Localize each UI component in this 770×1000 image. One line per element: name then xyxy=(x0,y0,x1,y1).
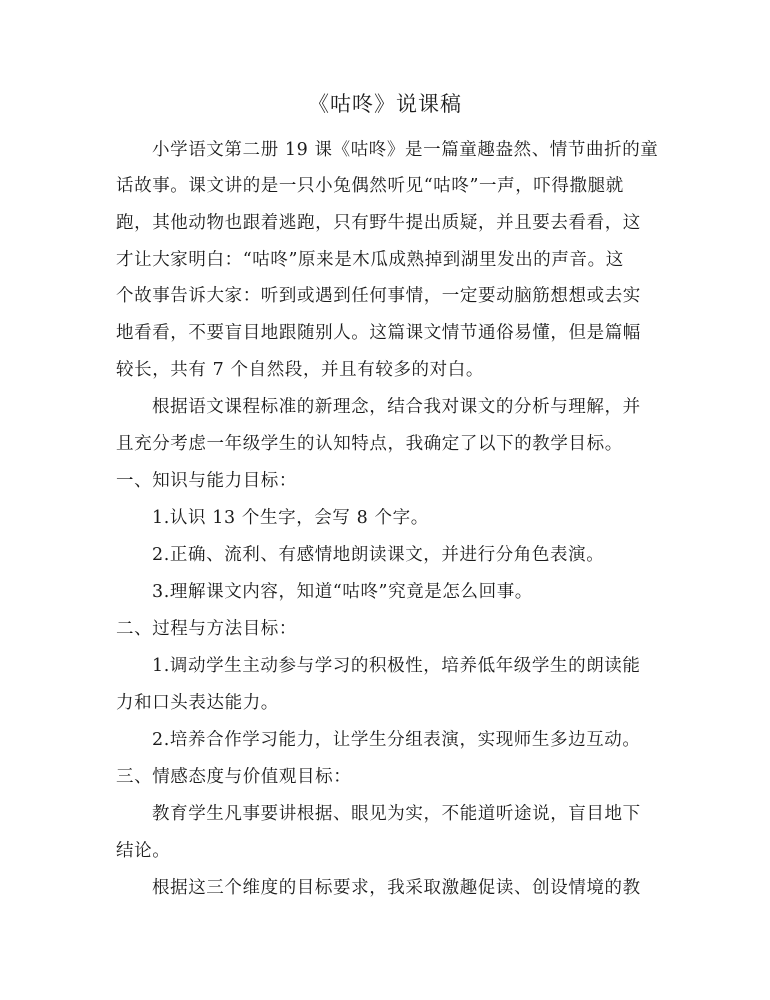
section-heading: 三、情感态度与价值观目标： xyxy=(116,767,352,787)
paragraph-line: 且充分考虑一年级学生的认知特点，我确定了以下的教学目标。 xyxy=(116,434,623,454)
section-heading: 一、知识与能力目标： xyxy=(116,471,297,491)
paragraph-line: 教育学生凡事要讲根据、眼见为实，不能道听途说，盲目地下 xyxy=(152,804,641,824)
list-item: 2.培养合作学习能力，让学生分组表演，实现师生多边互动。 xyxy=(152,730,641,750)
paragraph-line: 地看看，不要盲目地跟随别人。这篇课文情节通俗易懂，但是篇幅 xyxy=(116,323,641,343)
list-item: 1.调动学生主动参与学习的积极性，培养低年级学生的朗读能 xyxy=(152,656,641,676)
list-item: 3.理解课文内容，知道“咕咚”究竟是怎么回事。 xyxy=(152,582,533,602)
page-title: 《咕咚》说课稿 xyxy=(308,92,462,116)
paragraph-line: 个故事告诉大家：听到或遇到任何事情，一定要动脑筋想想或去实 xyxy=(116,286,641,306)
list-item: 2.正确、流利、有感情地朗读课文，并进行分角色表演。 xyxy=(152,545,605,565)
paragraph-line: 小学语文第二册 19 课《咕咚》是一篇童趣盎然、情节曲折的童 xyxy=(152,140,659,160)
paragraph-line: 话故事。课文讲的是一只小兔偶然听见“咕咚”一声，吓得撒腿就 xyxy=(116,176,624,196)
list-item: 1.认识 13 个生字，会写 8 个字。 xyxy=(152,508,429,528)
section-heading: 二、过程与方法目标： xyxy=(116,619,297,639)
paragraph-line: 较长，共有 7 个自然段，并且有较多的对白。 xyxy=(116,360,484,380)
paragraph-line: 根据语文课程标准的新理念，结合我对课文的分析与理解，并 xyxy=(152,397,641,417)
paragraph-line: 根据这三个维度的目标要求，我采取激趣促读、创设情境的教 xyxy=(152,878,641,898)
paragraph-line: 才让大家明白：“咕咚”原来是木瓜成熟掉到湖里发出的声音。这 xyxy=(116,250,624,270)
paragraph-line: 结论。 xyxy=(116,841,171,861)
paragraph-line: 跑，其他动物也跟着逃跑，只有野牛提出质疑，并且要去看看，这 xyxy=(116,213,641,233)
paragraph-line: 力和口头表达能力。 xyxy=(116,693,279,713)
